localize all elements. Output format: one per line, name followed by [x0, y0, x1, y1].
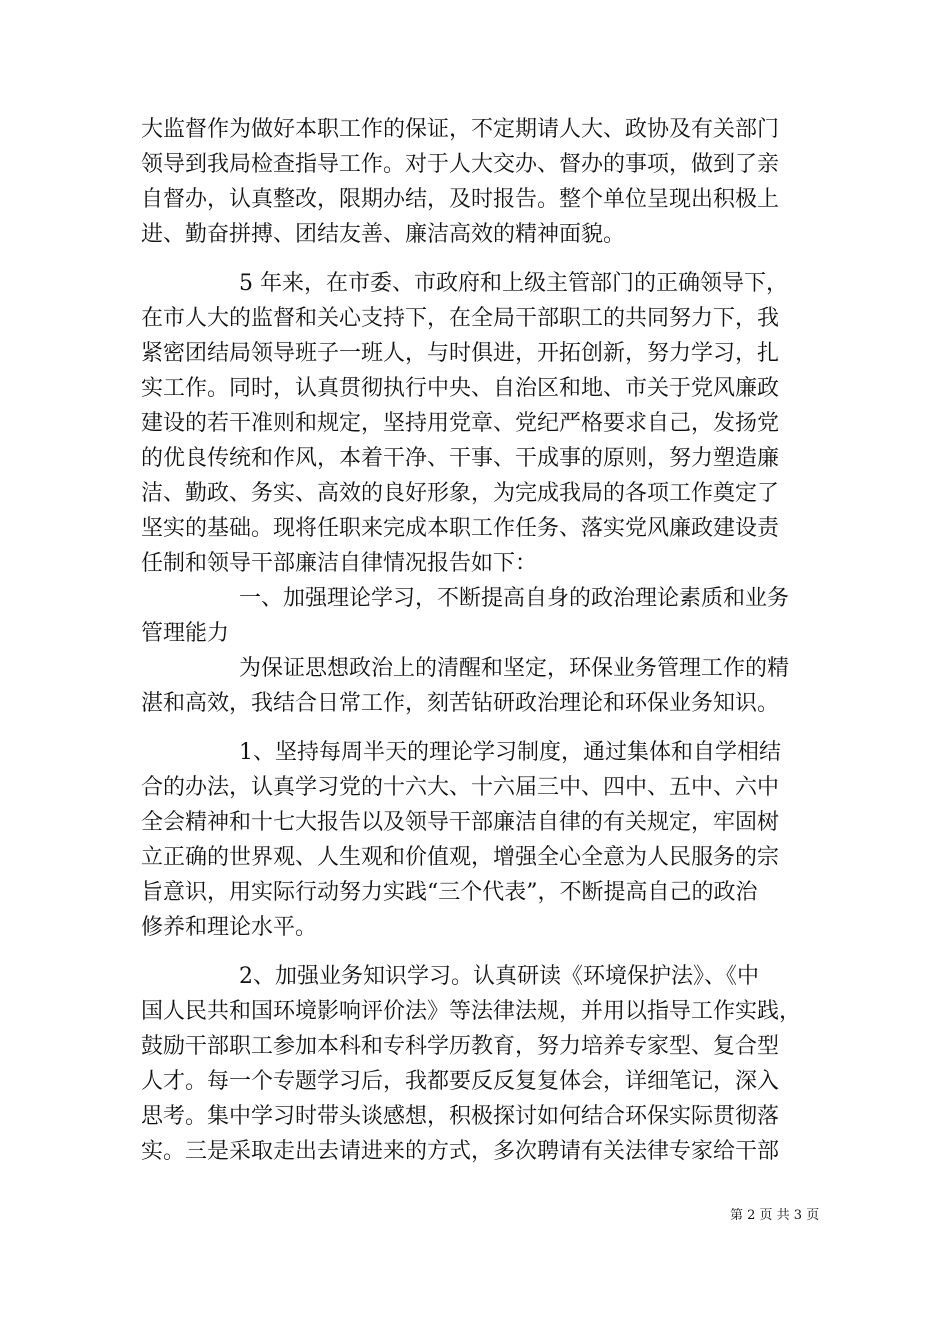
text-line: 湛和高效，我结合日常工作，刻苦钻研政治理论和环保业务知识。 [141, 691, 780, 716]
text-line: 旨意识，用实际行动努力实践“三个代表”，不断提高自己的政治 [141, 880, 758, 905]
text-line: 立正确的世界观、人生观和价值观，增强全心全意为人民服务的宗 [141, 845, 780, 870]
text-line: 修养和理论水平。 [141, 915, 318, 940]
section-heading: 一、加强理论学习，不断提高自身的政治理论素质和业务 [239, 586, 790, 611]
text-line: 洁、勤政、务实、高效的良好形象，为完成我局的各项工作奠定了 [141, 481, 780, 506]
text-line: 领导到我局检查指导工作。对于人大交办、督办的事项，做到了亲 [141, 152, 780, 177]
text-line: 实。三是采取走出去请进来的方式，多次聘请有关法律专家给干部 [141, 1139, 780, 1164]
text-line: 1、坚持每周半天的理论学习制度，通过集体和自学相结 [239, 740, 781, 765]
text-line: 国人民共和国环境影响评价法》等法律法规，并用以指导工作实践， [141, 999, 802, 1024]
text-line: 的优良传统和作风，本着干净、干事、干成事的原则，努力塑造廉 [141, 446, 780, 471]
text-line: 实工作。同时，认真贯彻执行中央、自治区和地、市关于党风廉政 [141, 376, 780, 401]
text-line: 为保证思想政治上的清醒和坚定，环保业务管理工作的精 [239, 656, 790, 681]
text-line: 大监督作为做好本职工作的保证，不定期请人大、政协及有关部门 [141, 117, 780, 142]
text-line: 建设的若干准则和规定，坚持用党章、党纪严格要求自己，发扬党 [141, 411, 780, 436]
text-line: 鼓励干部职工参加本科和专科学历教育，努力培养专家型、复合型 [141, 1034, 780, 1059]
text-line: 紧密团结局领导班子一班人，与时俱进，开拓创新，努力学习，扎 [141, 341, 780, 366]
text-line: 坚实的基础。现将任职来完成本职工作任务、落实党风廉政建设责 [141, 516, 780, 541]
section-heading: 管理能力 [141, 621, 230, 646]
text-line: 思考。集中学习时带头谈感想，积极探讨如何结合环保实际贯彻落 [141, 1104, 780, 1129]
text-line: 在市人大的监督和关心支持下，在全局干部职工的共同努力下，我 [141, 306, 780, 331]
text-line: 全会精神和十七大报告以及领导干部廉洁自律的有关规定，牢固树 [141, 810, 780, 835]
text-line: 进、勤奋拼搏、团结友善、廉洁高效的精神面貌。 [141, 222, 626, 247]
text-line: 人才。每一个专题学习后，我都要反反复复体会，详细笔记，深入 [141, 1069, 780, 1094]
text-line: 2、加强业务知识学习。认真研读《环境保护法》、《中 [239, 964, 759, 989]
text-line: 合的办法，认真学习党的十六大、十六届三中、四中、五中、六中 [141, 775, 780, 800]
text-line: 任制和领导干部廉洁自律情况报告如下： [141, 551, 538, 576]
page-number: 第 2 页 共 3 页 [730, 1208, 820, 1223]
body-text [141, 112, 813, 1169]
text-line: 自督办，认真整改，限期办结，及时报告。整个单位呈现出积极上 [141, 187, 780, 212]
text-line: 5 年来，在市委、市政府和上级主管部门的正确领导下， [239, 271, 788, 296]
